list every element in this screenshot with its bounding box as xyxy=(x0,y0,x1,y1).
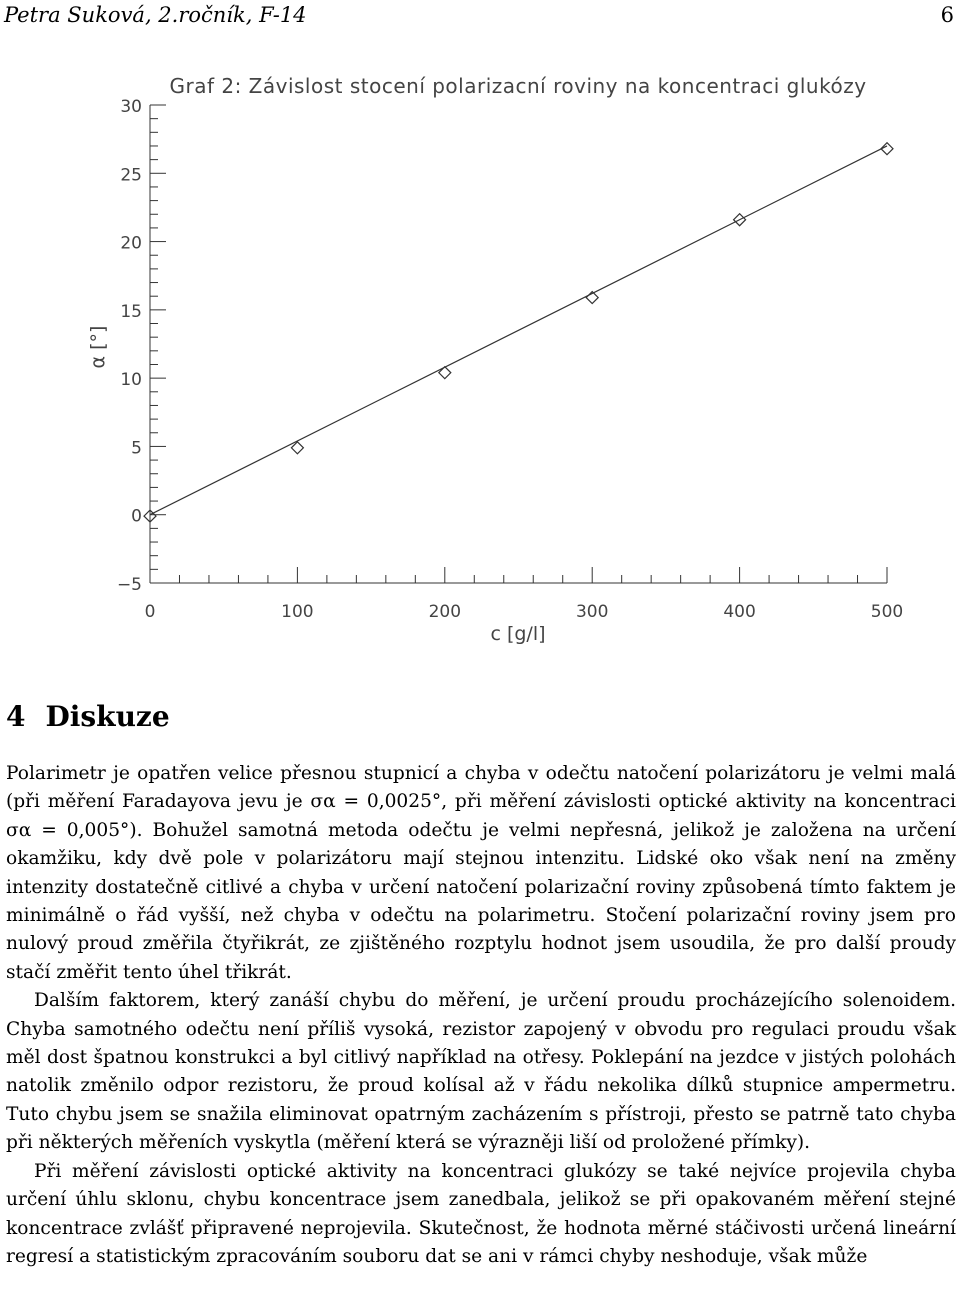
x-tick-label: 0 xyxy=(144,602,156,622)
page-number: 6 xyxy=(940,3,954,27)
x-tick-label: 100 xyxy=(281,602,314,622)
x-tick-label: 300 xyxy=(575,602,609,622)
y-tick-label: 30 xyxy=(120,97,142,117)
section-number: 4 xyxy=(6,700,26,733)
y-tick-label: 0 xyxy=(131,506,142,527)
section-title: Diskuze xyxy=(45,700,170,733)
x-tick-label: 500 xyxy=(870,602,904,622)
x-tick-label: 200 xyxy=(428,602,462,622)
x-tick-label: 400 xyxy=(723,602,756,622)
paragraph: Polarimetr je opatřen velice přesnou stupnicí a chyba v odečtu natočení polarizátoru je velmi malá (při měření Faradayova jevu je σα = 0,0025°, při měření závislosti optické aktivity na koncentraci σα = 0,005°). Bohužel samotná metoda odečtu je velmi nepřesná, jelikož je založena na určení okamžiku, kdy dvě pole v polarizátoru mají stejnou intenzitu. Lidské oko však není na změny intenzity dostatečně citlivé a chyba v určení natočení polarizační roviny způsobená tímto faktem je minimálně o řád vyšší, než chyba v odečtu na polarimetru. Stočení polarizační roviny jsem pro nulový proud změřila čtyřikrát, ze zjištěného rozptylu hodnot jsem usoudila, že pro další proudy stačí změřit tento úhel třikrát. xyxy=(6,763,956,983)
chart xyxy=(0,60,960,660)
body-text xyxy=(6,760,956,1271)
y-axis-label: α [°] xyxy=(87,325,109,369)
data-point xyxy=(439,367,451,379)
y-tick-label: 15 xyxy=(120,301,142,322)
page-header xyxy=(4,0,954,30)
y-tick-label: 20 xyxy=(120,233,142,254)
header-author: Petra Suková, 2.ročník, F-14 xyxy=(4,3,307,27)
fit-line xyxy=(150,146,887,515)
paragraph: Dalším faktorem, který zanáší chybu do měření, je určení proudu procházejícího solenoidem. Chyba samotného odečtu není příliš vysoká, rezistor zapojený v obvodu pro regulaci proudu však měl dost špatnou konstrukci a byl citlivý například na otřesy. Poklepání na jezdce v jistých polohách natolik změnilo odpor rezistoru, že proud kolísal až v řádu nekolika dílků stupnice ampermetru. Tuto chybu jsem se snažila eliminovat opatrným zacházením s přístroji, přesto se patrně tato chyba při některých měřeních vyskytla (měření která se výrazněji liší od proložené přímky). xyxy=(6,990,956,1154)
section-heading xyxy=(6,700,170,733)
x-axis-label: c [g/l] xyxy=(490,623,546,645)
paragraph: Při měření závislosti optické aktivity na koncentraci glukózy se také nejvíce projevila chyba určení úhlu sklonu, chybu koncentrace jsem zanedbala, jelikož se při opakovaném měření stejné koncentrace zvlášť připravené neprojevila. Skutečnost, že hodnota měrné stáčivosti určená lineární regresí a statistickým zpracováním souboru dat se ani v rámci chyby neshoduje, však může xyxy=(6,1160,956,1267)
y-tick-label: 25 xyxy=(120,165,142,186)
y-tick-label: −5 xyxy=(116,575,142,595)
chart-title: Graf 2: Závislost stocení polarizacní roviny na koncentraci glukózy xyxy=(169,74,867,98)
y-tick-label: 5 xyxy=(131,438,142,459)
y-tick-label: 10 xyxy=(120,370,142,391)
